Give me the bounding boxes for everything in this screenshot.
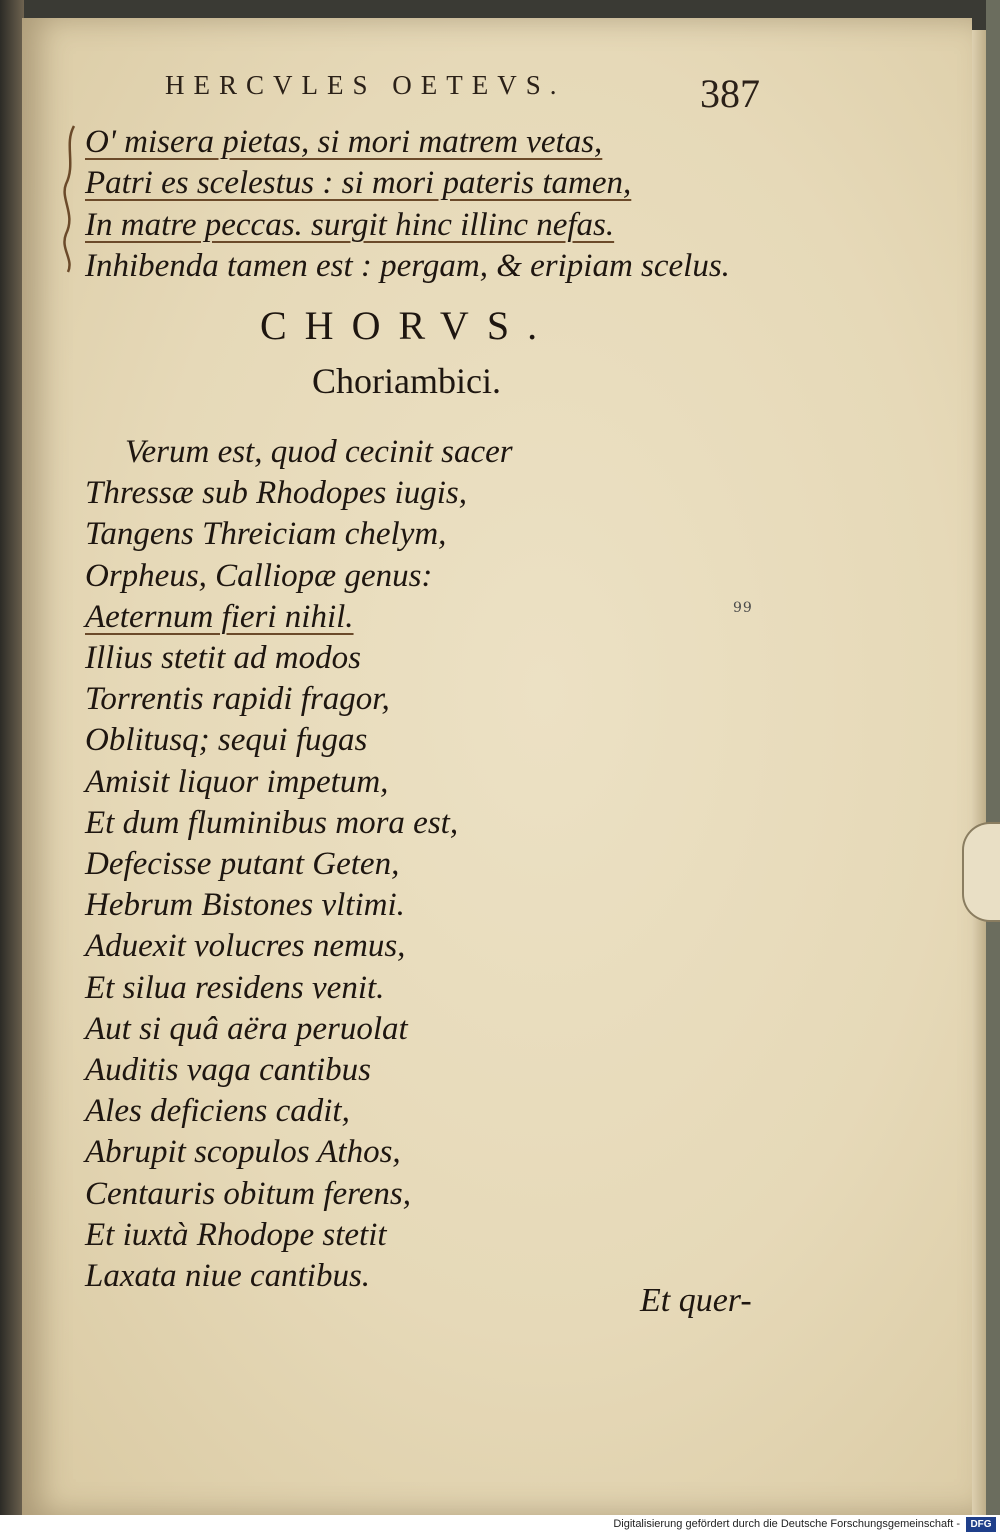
verse-line <box>85 597 685 638</box>
running-header: HERCVLES OETEVS. <box>165 70 566 100</box>
verse-text: Patri es scelestus : si mori pateris tamen, <box>85 165 632 202</box>
verse-text: Inhibenda tamen est : pergam, & eripiam scelus. <box>85 247 730 284</box>
footer-credit: Digitalisierung gefördert durch die Deutsche Forschungsgemeinschaft - <box>613 1518 960 1530</box>
verse-line <box>85 163 785 204</box>
digitization-footer <box>0 1515 1000 1535</box>
page-number: 387 <box>700 71 760 116</box>
verse-line: Verum est, quod cecinit sacer <box>125 434 513 470</box>
verse-line: Aut si quâ aëra peruolat <box>85 1010 408 1047</box>
verse-line: Laxata niue cantibus. <box>85 1258 371 1295</box>
chorus-poem <box>85 432 685 1297</box>
book-spine-shadow <box>0 0 24 1515</box>
dfg-logo: DFG <box>966 1517 996 1532</box>
verse-line: Oblitusq; sequi fugas <box>85 722 368 759</box>
verse-line: Thressæ sub Rhodopes iugis, <box>85 475 467 512</box>
page-tab-marker <box>962 822 1000 922</box>
verse-line: Defecisse putant Geten, <box>85 846 400 883</box>
verse-line: Orpheus, Calliopæ genus: <box>85 557 433 594</box>
verse-line: Abrupit scopulos Athos, <box>85 1134 401 1171</box>
chorus-heading: CHORVS. <box>260 303 556 348</box>
chorus-meter-label: Choriambici. <box>312 361 501 401</box>
verse-text: O' misera pietas, si mori matrem vetas, <box>85 124 603 160</box>
verse-line: Tangens Threiciam chelym, <box>85 516 447 553</box>
scan-background-edge <box>986 0 1000 1515</box>
verse-line: Et silua residens venit. <box>85 969 385 1006</box>
verse-line <box>85 122 785 163</box>
marginal-pencil-mark: 99 <box>733 600 753 616</box>
verse-line: Aduexit volucres nemus, <box>85 928 406 965</box>
speech-lines <box>85 122 785 287</box>
verse-line: Ales deficiens cadit, <box>85 1093 350 1130</box>
verse-line: Torrentis rapidi fragor, <box>85 681 390 718</box>
verse-line: Amisit liquor impetum, <box>85 763 389 800</box>
verse-line: Et iuxtà Rhodope stetit <box>85 1216 387 1253</box>
verse-line <box>85 246 785 287</box>
verse-line: Hebrum Bistones vltimi. <box>85 887 405 924</box>
verse-text: Aeternum fieri nihil. <box>85 598 354 635</box>
marginal-bracket-mark <box>60 124 80 274</box>
verse-line <box>85 205 785 246</box>
verse-line: Illius stetit ad modos <box>85 640 361 677</box>
verse-line: Centauris obitum ferens, <box>85 1175 412 1212</box>
catchword: Et quer- <box>640 1282 752 1319</box>
verse-line: Auditis vaga cantibus <box>85 1052 371 1089</box>
verse-line: Et dum fluminibus mora est, <box>85 804 459 841</box>
verse-text: In matre peccas. surgit hinc illinc nefas. <box>85 206 615 243</box>
